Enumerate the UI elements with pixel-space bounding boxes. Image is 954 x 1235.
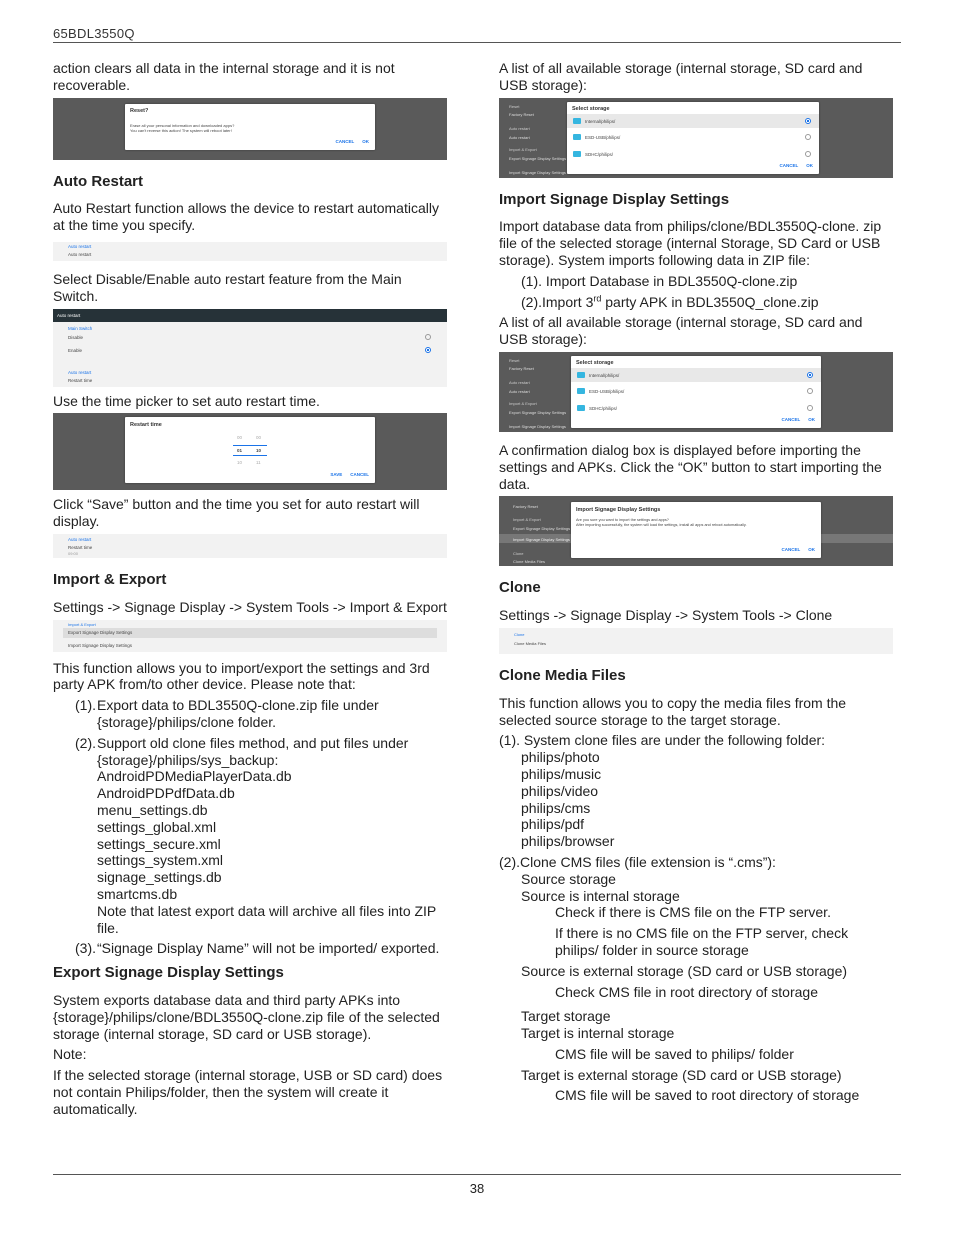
- file-name: menu_settings.db: [97, 801, 208, 818]
- time-picker-text: Use the time picker to set auto restart time.: [53, 392, 320, 409]
- file-name: settings_secure.xml: [97, 835, 221, 852]
- auto-restart-heading: Auto Restart: [53, 172, 144, 190]
- minute-next: 11: [256, 460, 261, 466]
- folder-path: philips/video: [521, 782, 599, 799]
- storage-option-internal[interactable]: Internal/philips/: [585, 118, 616, 124]
- left-column: [53, 60, 449, 1121]
- bg-label: Clone Media Files: [513, 559, 546, 565]
- file-name: smartcms.db: [97, 885, 178, 902]
- auto-restart-menu-screenshot: [53, 242, 447, 261]
- reset-dialog-body2: You can't reverse this action! The system will reboot later!: [130, 127, 232, 133]
- bg-label: Factory Reset: [509, 365, 534, 371]
- cancel-button[interactable]: CANCEL: [781, 416, 801, 422]
- import-settings-item[interactable]: Import Signage Display Settings: [68, 642, 133, 648]
- folder-path: philips/cms: [521, 799, 591, 816]
- confirmation-text: A confirmation dialog box is displayed before importing the settings and APKs. Click the “OK” button to start importing the data.: [499, 441, 882, 492]
- disable-option[interactable]: Disable: [68, 334, 84, 340]
- folder-path: philips/music: [521, 765, 602, 782]
- header-divider: [53, 42, 901, 43]
- storage-option-sd[interactable]: SDHC/philips/: [585, 151, 614, 157]
- target-external-label: Target is external storage (SD card or USB storage): [521, 1066, 842, 1083]
- bg-label: Export Signage Display Settings: [513, 526, 571, 532]
- page-header-model: 65BDL3550Q: [53, 26, 135, 41]
- import-export-path: Settings -> Signage Display -> System Tools -> Import & Export: [53, 598, 447, 615]
- select-storage-title: Select storage: [572, 105, 610, 112]
- intro-text: action clears all data in the internal storage and it is not recoverable.: [53, 60, 395, 93]
- bg-label: Factory Reset: [509, 111, 534, 117]
- sd-card-icon: [577, 405, 585, 411]
- select-storage-dialog-2: [571, 356, 821, 428]
- cancel-button[interactable]: CANCEL: [350, 472, 369, 478]
- auto-restart-menu-item[interactable]: Auto restart: [68, 251, 92, 257]
- bg-label: Import Signage Display Settings: [513, 537, 570, 543]
- footer-divider: [53, 1174, 901, 1175]
- import-confirm-dialog: [571, 502, 821, 558]
- import-export-section: Import & Export: [68, 621, 96, 627]
- storage-list-text: A list of all available storage (internal storage, SD card and USB storage):: [499, 60, 863, 93]
- import-settings-heading: Import Signage Display Settings: [499, 190, 730, 208]
- storage-icon: [577, 372, 585, 378]
- source-external-step1: Check CMS file in root directory of storage: [555, 983, 818, 1000]
- source-storage-label: Source storage: [521, 870, 616, 887]
- bg-label: Import & Export: [509, 146, 537, 152]
- import-confirm-buttons: [774, 546, 816, 553]
- storage-option-usb[interactable]: ESD-USB/philips/: [589, 388, 625, 394]
- import-export-description: This function allows you to import/export the settings and 3rd party APK from/to other device. Please note that:: [53, 659, 430, 693]
- bg-label: Import & Export: [509, 400, 537, 406]
- bg-label: Import & Export: [513, 517, 541, 523]
- auto-restart-section-2: Auto restart: [68, 369, 92, 375]
- time-dialog-buttons: [322, 471, 369, 478]
- file-name: settings_system.xml: [97, 852, 224, 869]
- bg-label: Reset: [509, 357, 520, 363]
- minute-prev: 00: [256, 435, 262, 441]
- import-list-item-2: [499, 294, 895, 311]
- save-button-text: Click “Save” button and the time you set for auto restart will display.: [53, 496, 420, 530]
- ie-list-text-2: Support old clone files method, and put files under {storage}/philips/sys_backup:: [97, 734, 409, 768]
- source-external-label: Source is external storage (SD card or USB storage): [521, 962, 848, 979]
- bg-label: Auto restart: [509, 134, 530, 140]
- export-note-text: If the selected storage (internal storage, USB or SD card) does not contain Philips/folder, then the system will create it automatically.: [53, 1067, 443, 1117]
- bg-label: Reset: [509, 103, 520, 109]
- bg-label: Import Signage Display Settings: [509, 423, 566, 429]
- radio-internal[interactable]: [805, 118, 811, 124]
- export-heading: Export Signage Display Settings: [53, 964, 284, 982]
- target-external-step1: CMS file will be saved to root directory of storage: [555, 1087, 860, 1104]
- clone-media-description: This function allows you to copy the media files from the selected source storage to the target storage.: [499, 694, 847, 728]
- import-confirm-screenshot: [499, 496, 893, 566]
- import-li2-b: party APK in BDL3550Q_clone.zip: [601, 293, 819, 310]
- settings-top-bar: [53, 309, 447, 322]
- radio-internal[interactable]: [807, 372, 813, 378]
- bg-label: Auto restart: [509, 388, 530, 394]
- target-internal-step1: CMS file will be saved to philips/ folder: [555, 1045, 794, 1062]
- radio-usb[interactable]: [805, 134, 811, 140]
- import-list-item-1: (1). Import Database in BDL3550Q-clone.zip: [521, 272, 798, 289]
- import-export-heading: Import & Export: [53, 570, 167, 588]
- auto-restart-description: Auto Restart function allows the device to restart automatically at the time you specify.: [53, 200, 439, 234]
- reset-dialog: [125, 104, 375, 150]
- top-bar-title: Auto restart: [57, 312, 81, 318]
- select-storage-dialog: [567, 102, 819, 174]
- restart-time-set-screenshot: [53, 534, 447, 558]
- enable-option[interactable]: Enable: [68, 347, 83, 353]
- time-picker-screenshot: [53, 413, 447, 490]
- page-number: 38: [469, 1181, 485, 1196]
- export-settings-item[interactable]: Export Signage Display Settings: [68, 629, 133, 635]
- source-internal-step1: Check if there is CMS file on the FTP server.: [555, 904, 831, 921]
- select-storage-screenshot-2: [499, 352, 893, 432]
- sd-card-icon: [573, 151, 581, 157]
- reset-dialog-body1: Erase all your personal information and downloaded apps?: [130, 122, 235, 128]
- cancel-button[interactable]: CANCEL: [781, 547, 801, 553]
- radio-usb[interactable]: [807, 388, 813, 394]
- main-switch-section: Main Switch: [68, 325, 93, 331]
- import-li2-sup: rd: [593, 292, 602, 303]
- select-storage-screenshot-1: [499, 98, 893, 178]
- clone-media-files-item[interactable]: Clone Media Files: [514, 640, 547, 646]
- picker-line-bottom: [233, 455, 267, 456]
- hour-prev: 00: [237, 435, 243, 441]
- clone-menu-screenshot: [499, 628, 893, 654]
- save-button[interactable]: SAVE: [330, 472, 343, 478]
- ie-list-text-3: “Signage Display Name” will not be imported/ exported.: [97, 940, 440, 957]
- auto-restart-section-label: Auto restart: [68, 243, 92, 249]
- clone-path: Settings -> Signage Display -> System Tools -> Clone: [499, 607, 833, 624]
- folder-path: philips/browser: [521, 833, 615, 850]
- bg-label: Clone: [513, 551, 524, 557]
- right-column: [499, 60, 895, 1108]
- select-storage-buttons: [772, 162, 814, 169]
- clone-heading: Clone: [499, 579, 541, 597]
- folder-path: philips/photo: [521, 749, 600, 766]
- import-confirm-title: Import Signage Display Settings: [576, 507, 661, 514]
- ie-list-item-2: [53, 735, 449, 937]
- storage-icon: [573, 118, 581, 124]
- file-name: AndroidPDPdfData.db: [97, 785, 235, 802]
- bg-label: Factory Reset: [513, 504, 538, 510]
- source-internal-step2: If there is no CMS file on the FTP server, check philips/ folder in source storage: [555, 925, 849, 958]
- import-confirm-body1: Are you sure you want to import the settings and apps?: [576, 518, 669, 523]
- ie-list-num-1: (1).: [75, 697, 96, 714]
- restart-time-value: 09:00: [68, 550, 79, 556]
- ok-button[interactable]: OK: [362, 138, 369, 144]
- enable-radio[interactable]: [425, 347, 431, 353]
- bg-label: Export Signage Display Settings: [509, 409, 567, 415]
- ie-list-num-2: (2).: [75, 734, 96, 751]
- restart-time-item-2[interactable]: Restart time: [68, 544, 93, 550]
- usb-icon: [573, 134, 581, 140]
- file-name: signage_settings.db: [97, 869, 222, 886]
- reset-dialog-title: Reset?: [130, 107, 149, 114]
- storage-option-sd[interactable]: SDHC/philips/: [589, 405, 618, 411]
- select-storage-title: Select storage: [576, 359, 614, 366]
- ie-list-item-1: [53, 697, 449, 731]
- storage-list-text-2: A list of all available storage (internal storage, SD card and USB storage):: [499, 314, 863, 348]
- ie-list-item-3: [53, 940, 449, 957]
- ie-list-num-3: (3).: [75, 940, 96, 957]
- ok-button[interactable]: OK: [808, 547, 815, 553]
- target-internal-label: Target is internal storage: [521, 1025, 675, 1042]
- storage-option-usb[interactable]: ESD-USB/philips/: [585, 134, 621, 140]
- cancel-button[interactable]: CANCEL: [779, 162, 799, 168]
- auto-restart-switch-screenshot: [53, 309, 447, 387]
- bg-label: Export Signage Display Settings: [509, 155, 567, 161]
- select-storage-buttons: [774, 416, 816, 423]
- bg-label: Auto restart: [509, 125, 530, 131]
- hour-picker[interactable]: 01: [237, 448, 243, 454]
- bg-label: Auto restart: [509, 379, 530, 385]
- disable-radio[interactable]: [425, 334, 431, 340]
- restart-time-dialog: [125, 417, 375, 483]
- restart-time-item[interactable]: Restart time: [68, 377, 93, 383]
- import-confirm-body2: After importing successfully, the system will load the settings, install all apps and reboot automatically.: [576, 523, 747, 528]
- zip-note: Note that latest export data will archive all files into ZIP file.: [97, 902, 437, 936]
- import-settings-description: Import database data from philips/clone/BDL3550Q-clone. zip file of the selected storage (internal Storage, SD Card or USB storage). System imports following data in ZIP file:: [499, 218, 882, 268]
- usb-icon: [577, 388, 585, 394]
- import-export-screenshot: [53, 620, 447, 652]
- import-li2-a: (2).Import 3: [521, 293, 594, 310]
- ok-button[interactable]: OK: [806, 162, 813, 168]
- ok-button[interactable]: OK: [808, 416, 815, 422]
- file-name: settings_global.xml: [97, 818, 217, 835]
- radio-sd[interactable]: [807, 405, 813, 411]
- auto-restart-section-3: Auto restart: [68, 536, 92, 542]
- picker-line-top: [233, 445, 267, 446]
- target-storage-label: Target storage: [521, 1008, 611, 1025]
- clone-section-label: Clone: [514, 631, 525, 637]
- restart-time-title: Restart time: [130, 422, 162, 429]
- folder-path: philips/pdf: [521, 816, 585, 833]
- storage-option-internal[interactable]: Internal/philips/: [589, 372, 620, 378]
- clone-list-item-1: (1). System clone files are under the following folder:: [499, 732, 826, 749]
- hour-next: 10: [237, 460, 243, 466]
- clone-list-item-2: (2).Clone CMS files (file extension is “.cms”):: [499, 853, 776, 870]
- reset-dialog-buttons: [328, 138, 370, 145]
- export-description: System exports database data and third party APKs into {storage}/philips/clone/BDL3550Q-clone.zip file of the selected storage (internal storage, SD card or USB storage).: [53, 991, 440, 1042]
- ie-list-text-1: Export data to BDL3550Q-clone.zip file under {storage}/philips/clone folder.: [97, 697, 379, 730]
- reset-dialog-screenshot: [53, 98, 447, 160]
- file-name: AndroidPDMediaPlayerData.db: [97, 768, 292, 785]
- radio-sd[interactable]: [805, 151, 811, 157]
- cancel-button[interactable]: CANCEL: [335, 138, 355, 144]
- clone-media-heading: Clone Media Files: [499, 666, 626, 684]
- source-internal-label: Source is internal storage: [521, 887, 680, 904]
- minute-picker[interactable]: 10: [256, 448, 262, 454]
- bg-label: Import Signage Display Settings: [509, 169, 566, 175]
- export-note-label: Note:: [53, 1046, 87, 1063]
- auto-restart-switch-text: Select Disable/Enable auto restart feature from the Main Switch.: [53, 270, 402, 304]
